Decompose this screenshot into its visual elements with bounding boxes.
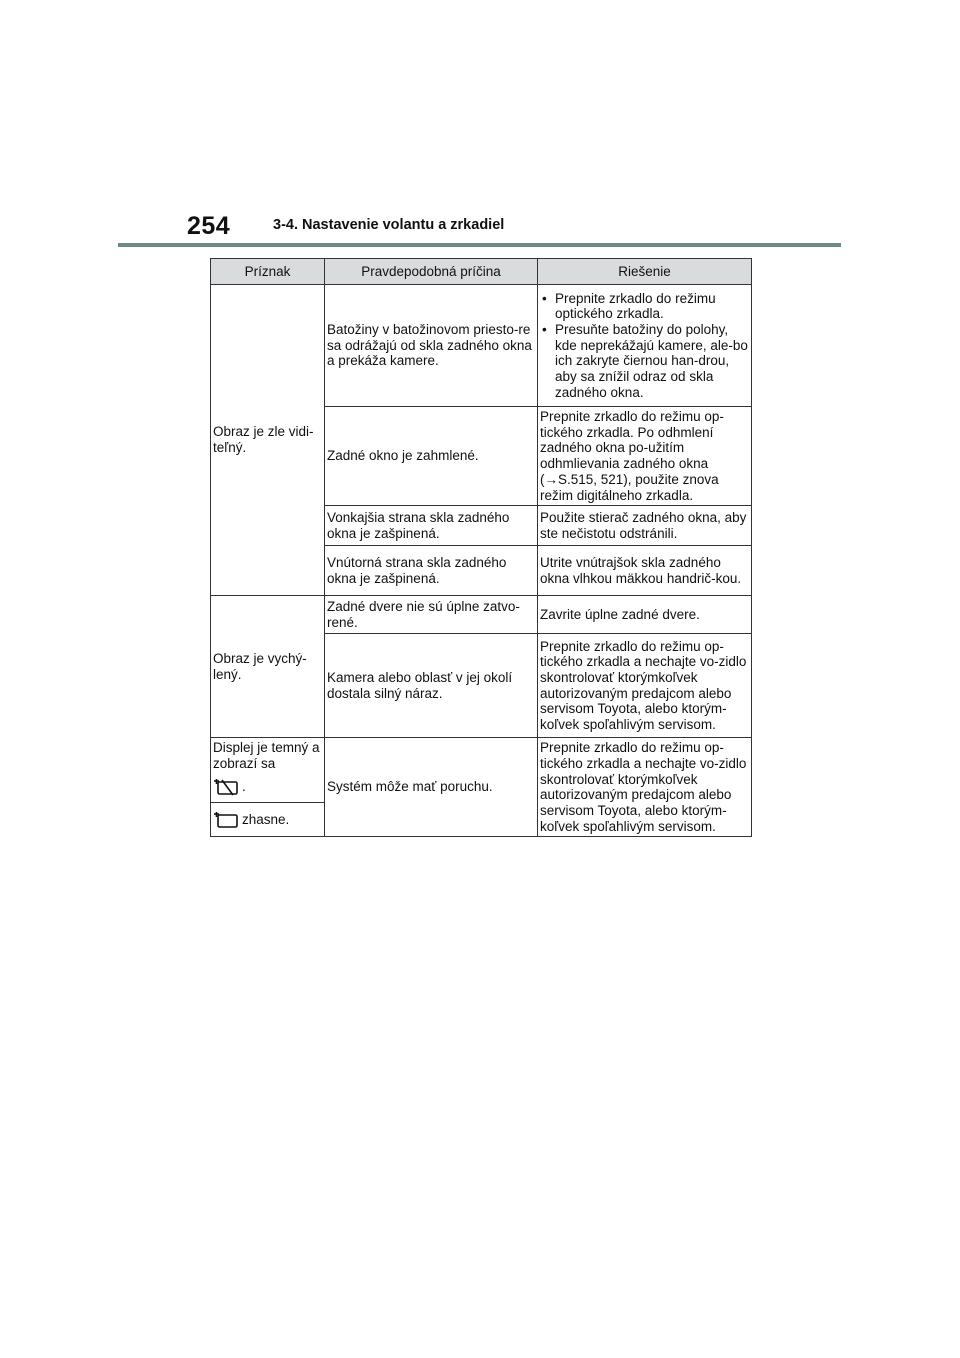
symptom-suffix: zhasne. — [242, 811, 290, 827]
solution-cell: Prepnite zrkadlo do režimu op-tického zrkadla. Po odhmlení zadného okna po-užitím odhmlievania zadného okna (→S.515, 521), použite znova režim digitálneho zrkadla. — [538, 407, 752, 506]
symptom-icon-line — [213, 811, 322, 829]
cause-cell: Systém môže mať poruchu. — [325, 738, 538, 837]
symptom-icon-line — [213, 778, 322, 796]
mirror-icon — [213, 811, 239, 829]
symptom-cell — [211, 803, 325, 837]
cause-cell: Vnútorná strana skla zadného okna je zašpinená. — [325, 546, 538, 596]
column-header-cause: Pravdepodobná príčina — [325, 259, 538, 285]
cause-cell: Zadné dvere nie sú úplne zatvo-rené. — [325, 596, 538, 634]
symptom-cell: Obraz je zle vidi-teľný. — [211, 285, 325, 596]
solution-bullet: • Presuňte batožiny do polohy, kde neprekážajú kamere, ale-bo ich zakryte čiernou han-drou, aby sa znížil odraz od skla zadného okna. — [540, 322, 749, 401]
solution-bullet-list — [540, 291, 749, 401]
cause-cell: Kamera alebo oblasť v jej okolí dostala silný náraz. — [325, 634, 538, 738]
solution-cell: Utrite vnútrajšok skla zadného okna vlhkou mäkkou handrič-kou. — [538, 546, 752, 596]
solution-cell: Použite stierač zadného okna, aby ste nečistotu odstránili. — [538, 506, 752, 546]
solution-cell: Prepnite zrkadlo do režimu op-tického zrkadla a nechajte vo-zidlo skontrolovať ktorýmkoľvek autorizovaným predajcom alebo servisom Toyota, alebo ktorým-koľvek spoľahlivým servisom. — [538, 634, 752, 738]
cause-cell: Zadné okno je zahmlené. — [325, 407, 538, 506]
solution-cell — [538, 285, 752, 407]
table-row — [211, 285, 752, 407]
table-row — [211, 738, 752, 803]
column-header-symptom: Príznak — [211, 259, 325, 285]
solution-cell: Zavrite úplne zadné dvere. — [538, 596, 752, 634]
table-row — [211, 596, 752, 634]
solution-cell: Prepnite zrkadlo do režimu op-tického zrkadla a nechajte vo-zidlo skontrolovať ktorýmkoľvek autorizovaným predajcom alebo servisom Toyota, alebo ktorým-koľvek spoľahlivým servisom. — [538, 738, 752, 837]
troubleshooting-table — [210, 258, 752, 837]
table-header-row — [211, 259, 752, 285]
cause-cell: Vonkajšia strana skla zadného okna je zašpinená. — [325, 506, 538, 546]
symptom-cell: Obraz je vychý-lený. — [211, 596, 325, 738]
header-rule — [118, 243, 841, 247]
mirror-warning-icon — [213, 778, 239, 796]
section-title: 3-4. Nastavenie volantu a zrkadiel — [273, 217, 505, 233]
page-number: 254 — [187, 212, 231, 240]
symptom-text: Displej je temný a zobrazí sa — [213, 740, 320, 771]
symptom-suffix: . — [242, 778, 246, 794]
column-header-solution: Riešenie — [538, 259, 752, 285]
symptom-cell — [211, 738, 325, 803]
solution-bullet: • Prepnite zrkadlo do režimu optického zrkadla. — [540, 291, 749, 322]
cause-cell: Batožiny v batožinovom priesto-re sa odrážajú od skla zadného okna a prekáža kamere. — [325, 285, 538, 407]
